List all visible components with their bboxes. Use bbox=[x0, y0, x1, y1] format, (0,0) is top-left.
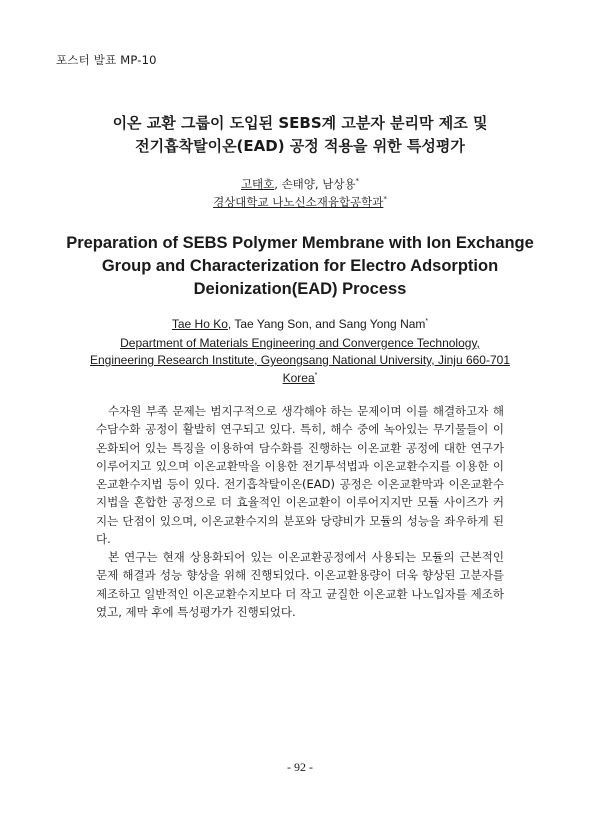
korean-title-line1: 이온 교환 그룹이 도입된 SEBS계 고분자 분리막 제조 및 bbox=[112, 114, 488, 132]
english-coauthors: , Tae Yang Son, and Sang Yong Nam bbox=[227, 317, 426, 331]
english-title-line3: Deionization(EAD) Process bbox=[193, 280, 407, 298]
abstract-paragraph-1 bbox=[96, 402, 504, 548]
korean-presenting-author: 고태호 bbox=[240, 177, 275, 191]
abstract-paragraph-2 bbox=[96, 548, 504, 621]
abstract-paragraph-2-text: 본 연구는 현재 상용화되어 있는 이온교환공정에서 사용되는 모듈의 근본적인 문제 해결과 성능 향상을 위해 진행되었다. 이온교환용량이 더욱 향상된 고분자를 제조하고 일반적인 이온교환수지보다 더 작고 균질한 이온교환 나노입자를 제조하였고, 제막 후에 특성평가가 진행되었다. bbox=[96, 550, 504, 619]
english-affiliation-line3 bbox=[0, 371, 600, 385]
page-number: - 92 - bbox=[287, 760, 313, 774]
korean-coauthors: , 손태양, 남상용 bbox=[274, 177, 356, 191]
korean-authors bbox=[0, 176, 600, 192]
english-affiliation-country: Korea bbox=[282, 371, 315, 385]
korean-corresponding-mark: * bbox=[355, 177, 360, 186]
korean-affiliation-mark: * bbox=[383, 195, 387, 204]
english-corresponding-mark: * bbox=[425, 318, 429, 325]
abstract-paragraph-1-text: 수자원 부족 문제는 범지구적으로 생각해야 하는 문제이며 이를 해결하고자 해수담수화 공정이 활발히 연구되고 있다. 특히, 해수 중에 녹아있는 무기물들이 이온화되어 있는 특징을 이용하여 담수화를 진행하는 이온교환 공정에 대한 연구가 이루어지고 있으며 이온교환막을 이용한 전기투석법과 이온교환수지를 이용한 이온교환수지법 등이 있다. 전기흡착탈이온(EAD) 공정은 이온교환막과 이온교환수지법을 혼합한 공정으로 더 효율적인 이온교환이 이루어지지만 모듈 사이즈가 커지는 단점이 있으며, 이온교환수지의 분포와 당량비가 모듈의 성능을 좌우하게 된다. bbox=[96, 404, 504, 547]
english-title-line2: Group and Characterization for Electro Adsorption bbox=[101, 257, 499, 275]
english-presenting-author: Tae Ho Ko bbox=[171, 317, 228, 331]
english-title-line1: Preparation of SEBS Polymer Membrane with Ion Exchange bbox=[66, 234, 534, 252]
korean-affiliation-text: 경상대학교 나노신소재융합공학과 bbox=[213, 195, 384, 209]
english-affiliation-mark: * bbox=[314, 372, 318, 379]
korean-title-line2: 전기흡착탈이온(EAD) 공정 적용을 위한 특성평가 bbox=[135, 137, 465, 155]
korean-affiliation bbox=[0, 194, 600, 210]
english-affiliation-line2: Engineering Research Institute, Gyeongsang National University, Jinju 660-701 bbox=[89, 353, 511, 367]
session-label: 포스터 발표 MP-10 bbox=[56, 53, 157, 67]
english-affiliation-line1: Department of Materials Engineering and Convergence Technology, bbox=[120, 336, 480, 350]
english-authors bbox=[0, 317, 600, 331]
